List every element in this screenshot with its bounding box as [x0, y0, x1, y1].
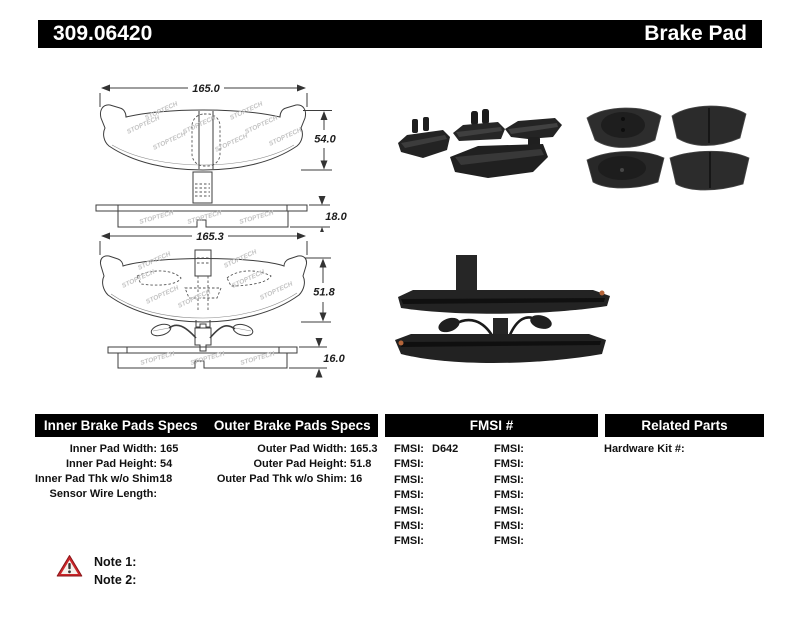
svg-text:STOPTECH: STOPTECH — [138, 209, 175, 226]
svg-text:18.0: 18.0 — [325, 211, 347, 223]
hardware-kit-row: Hardware Kit #: — [604, 443, 685, 455]
pad-photo-shapes — [587, 106, 749, 190]
part-number: 309.06420 — [53, 22, 153, 45]
svg-text:STOPTECH: STOPTECH — [151, 130, 187, 152]
svg-text:STOPTECH: STOPTECH — [228, 100, 264, 122]
product-name: Brake Pad — [644, 22, 747, 45]
fmsi-row: FMSI: FMSI: — [394, 458, 524, 471]
fmsi-row: FMSI: FMSI: — [394, 504, 524, 517]
inner-pads-photo-angled — [393, 95, 568, 200]
fmsi-row: FMSI: FMSI: — [394, 489, 524, 502]
svg-text:STOPTECH: STOPTECH — [239, 350, 276, 367]
related-parts-header-bar — [605, 414, 764, 437]
pads-photo-edge-with-sensor — [393, 242, 618, 382]
stoptech-watermark — [126, 100, 303, 153]
fmsi-row: FMSI: FMSI: — [394, 520, 524, 533]
svg-text:STOPTECH: STOPTECH — [186, 209, 223, 226]
svg-text:STOPTECH: STOPTECH — [230, 268, 266, 290]
svg-text:STOPTECH: STOPTECH — [136, 250, 172, 272]
svg-text:51.8: 51.8 — [313, 286, 335, 299]
outer-thickness-dimension — [289, 339, 346, 376]
spec-row: Inner Pad Height: 54 — [65, 458, 173, 470]
inner-height-dimension — [301, 111, 338, 171]
fmsi-header: FMSI # — [469, 418, 514, 433]
outer-pad-edge-view — [108, 347, 297, 368]
pad-photo-shapes — [398, 109, 562, 178]
svg-text:STOPTECH: STOPTECH — [267, 126, 303, 148]
svg-text:165.0: 165.0 — [192, 83, 220, 95]
pad-photo-shapes — [395, 255, 610, 363]
outer-pads-photo-face — [565, 88, 765, 193]
title-bar — [38, 20, 762, 48]
spec-row: Inner Pad Width: 165 — [69, 443, 179, 455]
fmsi-row: FMSI: D642 FMSI: — [394, 443, 524, 455]
svg-text:STOPTECH: STOPTECH — [213, 132, 249, 154]
svg-text:165.3: 165.3 — [196, 231, 224, 243]
inner-specs-list — [35, 442, 203, 502]
svg-text:STOPTECH: STOPTECH — [176, 288, 212, 310]
outer-specs-header: Outer Brake Pads Specs — [213, 418, 371, 433]
outer-pad-technical-drawing — [85, 228, 360, 383]
svg-text:STOPTECH: STOPTECH — [125, 114, 161, 136]
outer-specs-list — [211, 442, 393, 487]
inner-pad-technical-drawing — [88, 72, 358, 232]
note-2-label: Note 2: — [94, 573, 137, 587]
inner-thickness-dimension — [290, 197, 348, 232]
spec-row: Inner Pad Thk w/o Shim: 18 — [35, 473, 173, 485]
specs-header-bar — [35, 414, 378, 437]
inner-specs-header: Inner Brake Pads Specs — [43, 418, 198, 433]
svg-text:STOPTECH: STOPTECH — [189, 350, 226, 367]
fmsi-header-bar — [385, 414, 598, 437]
spec-row: Outer Pad Thk w/o Shim: 16 — [216, 473, 363, 485]
inner-pad-edge-view — [96, 205, 307, 227]
fmsi-row: FMSI: FMSI: — [394, 535, 524, 548]
svg-text:STOPTECH: STOPTECH — [120, 268, 156, 290]
outer-width-dimension — [100, 231, 307, 255]
note-1-label: Note 1: — [94, 555, 137, 569]
outer-height-dimension — [301, 258, 337, 322]
spec-row: Sensor Wire Length: — [49, 488, 157, 500]
svg-text:STOPTECH: STOPTECH — [181, 114, 217, 136]
svg-text:STOPTECH: STOPTECH — [258, 280, 294, 302]
spec-row: Outer Pad Width: 165.3 — [257, 443, 378, 455]
spec-row: Outer Pad Height: 51.8 — [253, 458, 372, 470]
svg-text:54.0: 54.0 — [314, 133, 336, 146]
fmsi-list — [394, 442, 594, 550]
warning-icon — [56, 554, 83, 578]
svg-text:STOPTECH: STOPTECH — [144, 284, 180, 306]
related-parts-header: Related Parts — [641, 418, 728, 433]
svg-text:16.0: 16.0 — [323, 353, 345, 365]
inner-pad-wear-tab — [193, 172, 212, 203]
svg-text:STOPTECH: STOPTECH — [222, 248, 258, 270]
inner-width-dimension — [100, 83, 307, 107]
related-parts-list — [604, 442, 764, 457]
svg-text:STOPTECH: STOPTECH — [139, 350, 176, 367]
svg-text:STOPTECH: STOPTECH — [143, 100, 179, 122]
svg-text:STOPTECH: STOPTECH — [243, 114, 279, 136]
svg-text:STOPTECH: STOPTECH — [238, 209, 275, 226]
fmsi-row: FMSI: FMSI: — [394, 473, 524, 486]
